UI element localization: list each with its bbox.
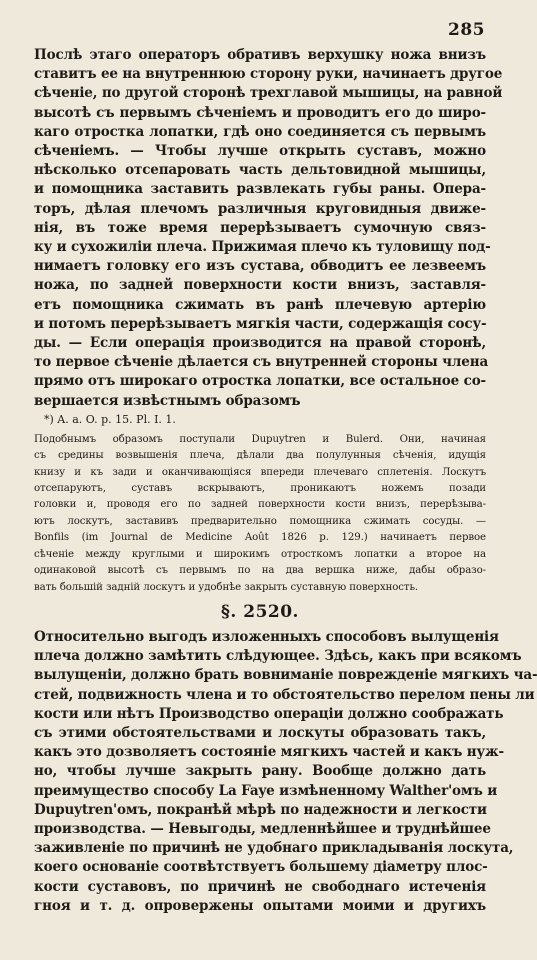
text-line: кости суставовъ, по причинѣ не свободнаго истеченія — [34, 878, 486, 895]
text-line: и помощника заставить развлекать губы раны. Опера- — [34, 181, 486, 198]
text-line: книзу и къ зади и оканчивающіяся впереди плечеваго сплетенія. Лоскутъ — [34, 466, 486, 478]
text-line: Dupuytren'омъ, покранѣй мѣрѣ по надежности и легкости — [34, 801, 487, 818]
text-line: отсепаруютъ, суставъ вскрываютъ, проникаютъ ножемъ позади — [34, 483, 486, 495]
footnote — [34, 432, 486, 596]
text-line: съ этими обстоятельствами и лоскуты образовать такъ, — [34, 724, 486, 741]
text-line: гноя и т. д. опровержены опытами моими и другихъ — [34, 897, 486, 914]
text-line: Относительно выгодъ изложенныхъ способовъ вылущенія — [34, 628, 499, 645]
text-line: ды. — Если операція производится на правой сторонѣ, — [34, 335, 486, 352]
text-line: нѣсколько отсепаровать часть дельтовидной мышицы, — [34, 162, 486, 179]
text-line: етъ помощника сжимать въ ранѣ плечевую артерію — [34, 296, 486, 313]
text-line: головки и, проводя его по задней поверхности кости внизъ, перерѣзыва- — [34, 499, 486, 511]
text-line: нія, въ тоже время перерѣзываетъ сумочную связ- — [34, 219, 486, 236]
text-line: одинаковой высотѣ съ первымъ по на два вершка ниже, дабы образо- — [34, 565, 486, 577]
text-line: ку и сухожиліи плеча. Прижимая плечо къ туловищу под- — [34, 239, 491, 256]
text-line: стей, подвижность члена и то обстоятельство перелом пены ли — [34, 686, 535, 703]
text-line: заживленіе по причинѣ не удобнаго прикладыванія лоскута, — [34, 840, 514, 857]
paragraph-2 — [34, 628, 537, 916]
text-line: Послѣ этаго операторъ обративъ верхушку ножа внизъ — [34, 47, 486, 63]
text-line: но, чтобы лучше закрыть рану. Вообще должно дать — [34, 763, 486, 780]
page-number: 285 — [448, 20, 485, 40]
text-line: кости или нѣтъ Производство операціи должно соображать — [34, 705, 504, 722]
text-line: съ средины возвышенія плеча, дѣлали два полулунныя сѣченія, идущія — [34, 450, 486, 462]
text-line: высотѣ съ первымъ сѣченіемъ и проводитъ его до широ- — [34, 104, 486, 121]
text-line: вершается извѣстнымъ образомъ — [34, 392, 301, 409]
text-line: нимаетъ головку его изъ сустава, обводитъ ее лезвеемъ — [34, 258, 486, 275]
text-line: каго отростка лопатки, гдѣ оно соединяется съ первымъ — [34, 123, 486, 140]
text-line: Подобнымъ образомъ поступали Dupuytren и Bulerd. Они, начиная — [34, 433, 486, 445]
text-line: вать большій задній лоскутъ и удобнѣе закрыть суставную поверхность. — [34, 581, 419, 593]
text-line: сѣченіе, по другой сторонѣ трехглавой мышицы, на равной — [34, 85, 503, 102]
page-text — [34, 46, 537, 916]
text-line: прямо отъ широкаго отростка лопатки, все остальное со- — [34, 373, 486, 390]
text-line: вылущеніи, должно брать вовниманіе поврежденіе мягкихъ ча- — [34, 667, 537, 684]
text-line: Bonfils (im Journal de Medicine Août 1826 p. 129.) начинаетъ первое — [34, 532, 486, 544]
text-line: и потомъ перерѣзываетъ мягкія части, содержащія сосу- — [34, 315, 487, 332]
text-line: сѣченіемъ. — Чтобы лучше открыть суставъ, можно — [34, 143, 486, 160]
text-line: какъ это дозволяетъ состояніе мягкихъ частей и какъ нуж- — [34, 744, 504, 761]
text-line: сѣченіе между круглыми и широкимъ отросткомъ лопатки а второе на — [34, 548, 486, 560]
text-line: коего основаніе соотвѣтствуетъ большему діаметру плос- — [34, 859, 488, 876]
text-line: преимущество способу La Faye измѣненному Walther'омъ и — [34, 782, 498, 799]
section-title: §. 2520. — [221, 601, 299, 622]
text-line: плеча должно замѣтить слѣдующее. Здѣсь, какъ при всякомъ — [34, 648, 522, 665]
text-line: то первое сѣченіе дѣлается съ внутренней стороны члена — [34, 354, 489, 371]
text-line: ставитъ ее на внутреннюю сторону руки, начинаетъ другое — [34, 66, 503, 83]
text-line: производства. — Невыгоды, медленнѣйшее и труднѣйшее — [34, 820, 491, 837]
footnote-reference: *) A. a. O. p. 15. Pl. I. 1. — [44, 412, 176, 426]
paragraph-1 — [34, 46, 503, 411]
text-line: ютъ лоскутъ, заставивъ предварительно помощника сжимать сосуды. — — [34, 515, 486, 527]
text-line: торъ, дѣлая плечомъ различныя круговидныя движе- — [34, 200, 486, 217]
text-line: ножа, по задней поверхности кости внизъ, заставля- — [34, 277, 486, 294]
